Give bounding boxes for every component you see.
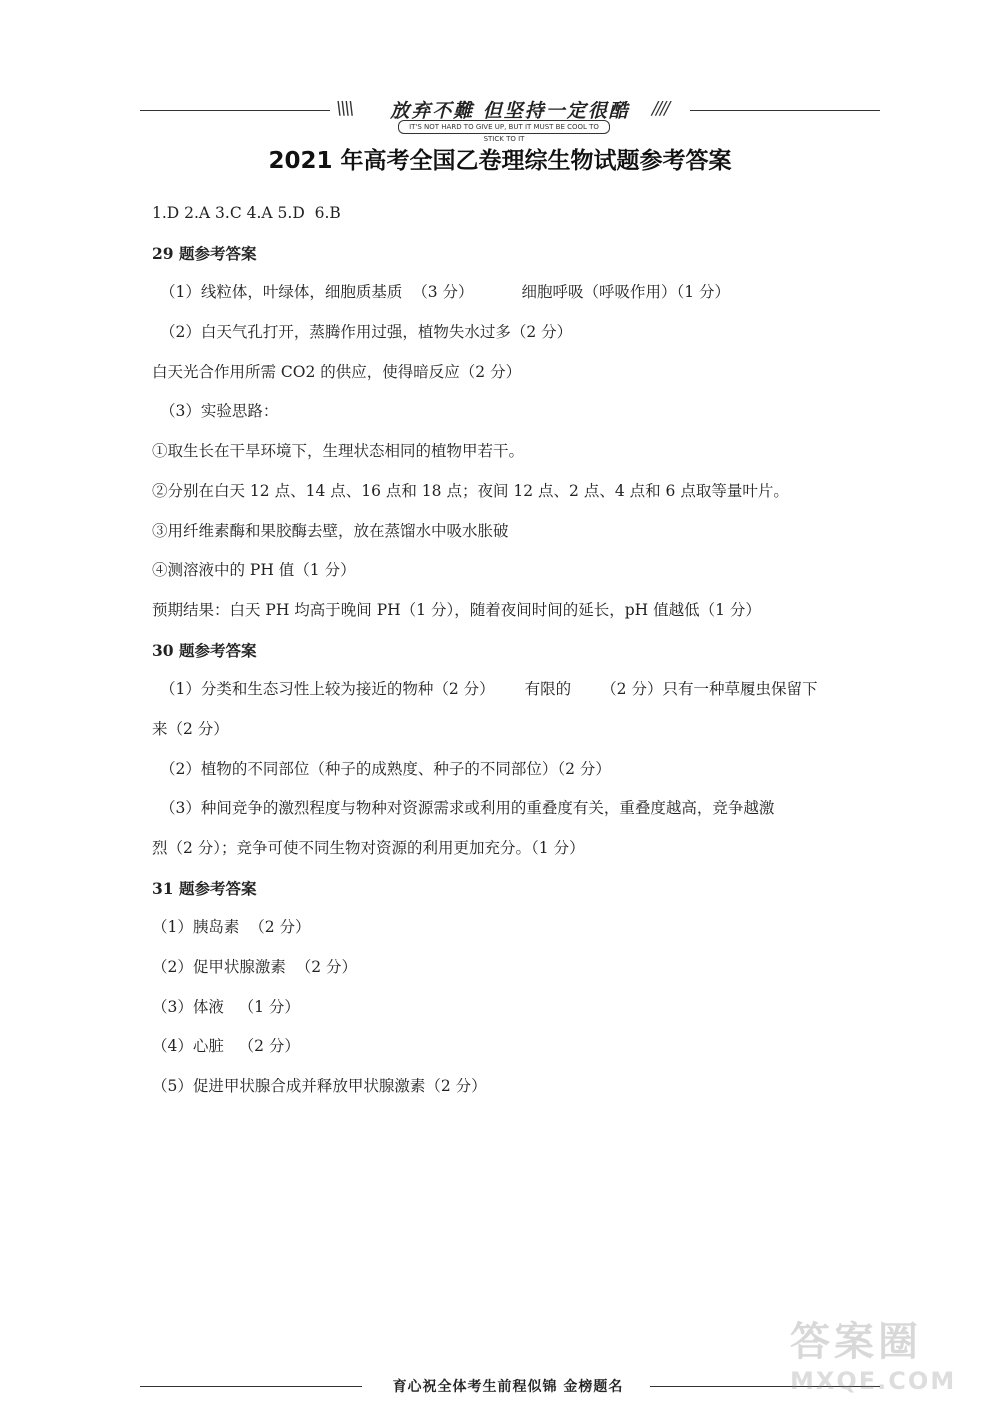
q29-line: （2）白天气孔打开，蒸腾作用过强，植物失水过多（2 分） [160,323,573,342]
footer-rule-left [140,1386,362,1387]
q30-line: （2）植物的不同部位（种子的成熟度、种子的不同部位）（2 分） [160,759,611,778]
watermark [790,1310,980,1410]
watermark-title: 答案圈 [790,1319,922,1365]
header-slashes-right: //// [652,98,669,119]
q29-part1-b: 细胞呼吸（呼吸作用）（1 分） [521,283,731,302]
header-subtitle: IT'S NOT HARD TO GIVE UP, BUT IT MUST BE COOL TO STICK TO IT [398,120,610,134]
choice-answers: 1.D 2.A 3.C 4.A 5.D 6.B [152,204,341,222]
header-slashes-left: \\\\ [336,98,353,119]
q30-line: 烈（2 分）；竞争可使不同生物对资源的利用更加充分。（1 分） [152,839,585,857]
q29-part1-a: （1）线粒体，叶绿体，细胞质基质 （3 分） [160,283,474,302]
q30-part1-a: （1）分类和生态习性上较为接近的物种（2 分） [160,680,495,699]
q29-line: ①取生长在干旱环境下，生理状态相同的植物甲若干。 [152,442,525,461]
footer-text: 育心祝全体考生前程似锦 金榜题名 [392,1379,624,1395]
q29-line [152,273,872,313]
page-footer [140,1376,880,1396]
q31-line: （5）促进甲状腺合成并释放甲状腺激素（2 分） [152,1077,487,1096]
q30-line: （3）种间竞争的激烈程度与物种对资源需求或利用的重叠度有关，重叠度越高，竞争越激 [160,799,775,818]
q29-line: ③用纤维素酶和果胶酶去壁，放在蒸馏水中吸水胀破 [152,521,509,540]
page-title: 2021 年高考全国乙卷理综生物试题参考答案 [268,148,732,174]
q31-line: （2）促甲状腺激素 （2 分） [152,958,358,977]
q31-line: （4）心脏 （2 分） [152,1037,300,1056]
q29-line: （3）实验思路： [160,402,279,421]
q29-heading: 29 题参考答案 [152,243,257,263]
q29-line: ②分别在白天 12 点、14 点、16 点和 18 点；夜间 12 点、2 点、4 点和 6 点取等量叶片。 [152,481,789,500]
page-header [140,96,880,143]
watermark-url: MXQE.COM [790,1367,957,1395]
header-motto: 放弃不難 但坚持一定很酷 [390,100,630,122]
q30-part1-c: （2 分）只有一种草履虫保留下 [601,680,818,699]
q29-line: 预期结果：白天 PH 均高于晚间 PH（1 分），随着夜间时间的延长，pH 值越低（1 分） [152,600,761,619]
header-rule-left [140,110,330,111]
header-rule-right [690,110,880,111]
q31-heading: 31 题参考答案 [152,878,257,898]
q31-line: （3）体液 （1 分） [152,997,300,1016]
q30-heading: 30 题参考答案 [152,640,257,660]
q29-line: 白天光合作用所需 CO2 的供应，使得暗反应（2 分） [152,362,522,381]
q31-line: （1）胰岛素 （2 分） [152,918,311,937]
q30-line [152,670,872,710]
answer-content [152,194,872,1107]
q30-part1-b: 有限的 [524,680,572,699]
q29-line: ④测溶液中的 PH 值（1 分） [152,561,356,580]
q30-line: 来（2 分） [152,719,229,738]
